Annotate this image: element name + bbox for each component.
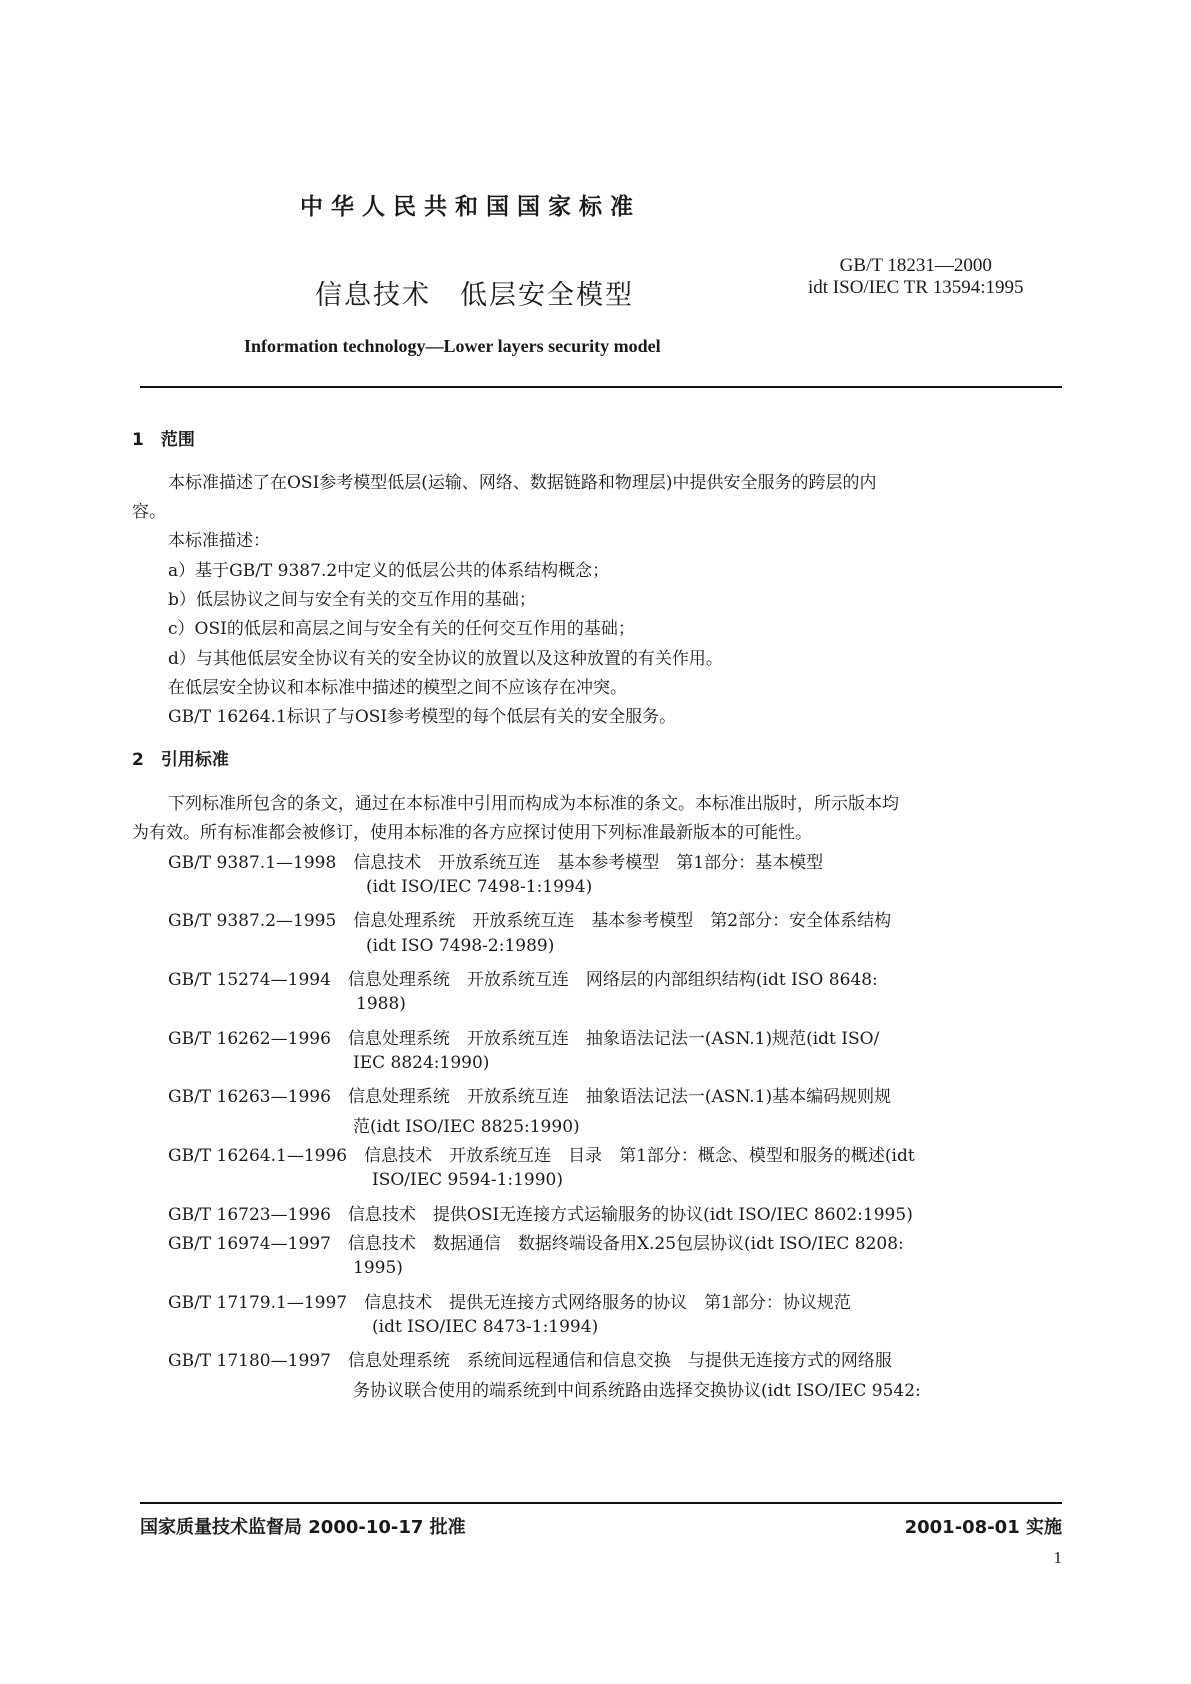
list-item: c）OSI的低层和高层之间与安全有关的任何交互作用的基础； xyxy=(168,619,635,639)
approval-date: 国家质量技术监督局 2000-10-17 批准 xyxy=(140,1517,466,1538)
page-number: 1 xyxy=(1053,1548,1062,1567)
reference-entry: GB/T 9387.2—1995 信息处理系统 开放系统互连 基本参考模型 第2部分：安全体系结构 xyxy=(168,911,892,931)
reference-entry-cont: (idt ISO 7498-2:1989) xyxy=(366,936,555,956)
reference-entry-cont: (idt ISO/IEC 7498-1:1994) xyxy=(366,877,593,897)
reference-entry: GB/T 16974—1997 信息技术 数据通信 数据终端设备用X.25包层协议(idt ISO/IEC 8208: xyxy=(168,1234,904,1254)
list-item: b）低层协议之间与安全有关的交互作用的基础； xyxy=(168,590,536,610)
reference-entry-cont: 1988) xyxy=(356,994,406,1014)
list-item: a）基于GB/T 9387.2中定义的低层公共的体系结构概念； xyxy=(168,561,610,581)
reference-entry-cont: 范(idt ISO/IEC 8825:1990) xyxy=(353,1117,580,1137)
body-line: 容。 xyxy=(132,502,166,522)
body-line: GB/T 16264.1标识了与OSI参考模型的每个低层有关的安全服务。 xyxy=(168,707,677,727)
footer-rule xyxy=(140,1502,1062,1504)
body-line: 本标准描述了在OSI参考模型低层(运输、网络、数据链路和物理层)中提供安全服务的跨层的内 xyxy=(168,473,877,493)
body-line: 下列标准所包含的条文，通过在本标准中引用而构成为本标准的条文。本标准出版时，所示版本均 xyxy=(168,794,899,814)
body-line: 本标准描述： xyxy=(168,531,270,551)
reference-entry: GB/T 16262—1996 信息处理系统 开放系统互连 抽象语法记法一(ASN.1)规范(idt ISO/ xyxy=(168,1029,880,1049)
standard-idt: idt ISO/IEC TR 13594:1995 xyxy=(808,277,1024,298)
reference-entry-cont: (idt ISO/IEC 8473-1:1994) xyxy=(372,1317,599,1337)
reference-entry-cont: ISO/IEC 9594-1:1990) xyxy=(372,1170,564,1190)
national-standard-title: 中华人民共和国国家标准 xyxy=(300,194,641,220)
reference-entry: GB/T 9387.1—1998 信息技术 开放系统互连 基本参考模型 第1部分：基本模型 xyxy=(168,853,824,873)
standard-number-block xyxy=(808,255,1024,299)
reference-entry-cont: IEC 8824:1990) xyxy=(353,1053,490,1073)
reference-entry-cont: 1995) xyxy=(353,1258,403,1278)
section-1-heading: 1 范围 xyxy=(132,430,195,450)
body-line: 为有效。所有标准都会被修订，使用本标准的各方应探讨使用下列标准最新版本的可能性。 xyxy=(132,823,812,843)
effective-date: 2001-08-01 实施 xyxy=(904,1517,1062,1538)
list-item: d）与其他低层安全协议有关的安全协议的放置以及这种放置的有关作用。 xyxy=(168,649,723,669)
reference-entry: GB/T 16264.1—1996 信息技术 开放系统互连 目录 第1部分：概念、模型和服务的概述(idt xyxy=(168,1146,915,1166)
english-title: Information technology—Lower layers security model xyxy=(244,336,661,356)
header-rule xyxy=(140,386,1062,388)
section-2-heading: 2 引用标准 xyxy=(132,750,229,770)
reference-entry: GB/T 16723—1996 信息技术 提供OSI无连接方式运输服务的协议(idt ISO/IEC 8602:1995) xyxy=(168,1205,913,1225)
document-title: 信息技术 低层安全模型 xyxy=(315,280,634,311)
reference-entry: GB/T 17179.1—1997 信息技术 提供无连接方式网络服务的协议 第1部分：协议规范 xyxy=(168,1293,851,1313)
reference-entry: GB/T 17180—1997 信息处理系统 系统间远程通信和信息交换 与提供无连接方式的网络服 xyxy=(168,1351,892,1371)
standard-number: GB/T 18231—2000 xyxy=(839,255,992,276)
reference-entry: GB/T 16263—1996 信息处理系统 开放系统互连 抽象语法记法一(ASN.1)基本编码规则规 xyxy=(168,1087,892,1107)
reference-entry-cont: 务协议联合使用的端系统到中间系统路由选择交换协议(idt ISO/IEC 9542: xyxy=(353,1381,921,1401)
body-line: 在低层安全协议和本标准中描述的模型之间不应该存在冲突。 xyxy=(168,678,627,698)
reference-entry: GB/T 15274—1994 信息处理系统 开放系统互连 网络层的内部组织结构(idt ISO 8648: xyxy=(168,970,878,990)
